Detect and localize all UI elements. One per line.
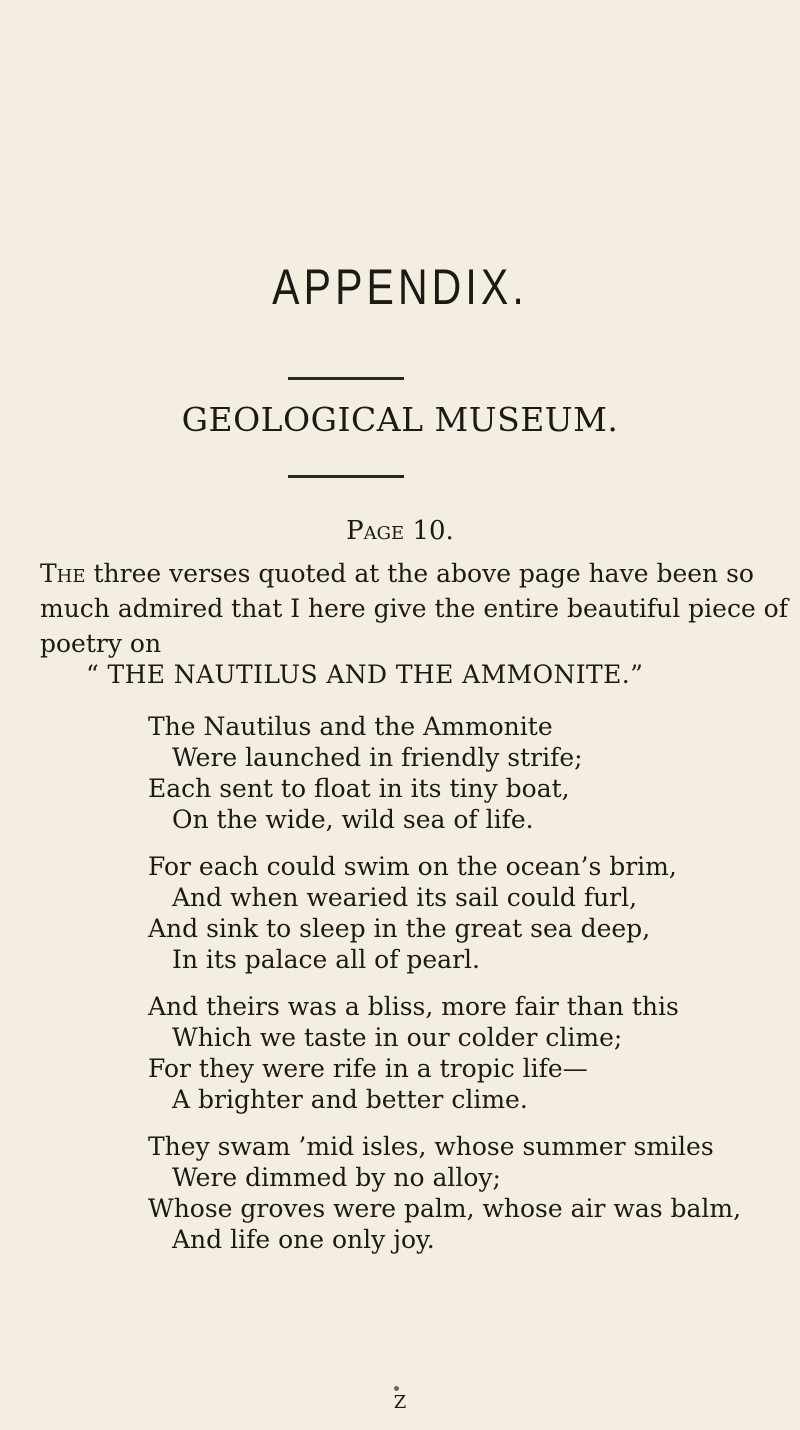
verse-line: And sink to sleep in the great sea deep,	[148, 914, 651, 943]
top-rule-divider	[288, 377, 404, 380]
verse-line: And when wearied its sail could furl,	[172, 883, 638, 912]
stanza	[148, 991, 768, 1115]
stanza	[148, 851, 768, 975]
page-reference-label-text: Page	[346, 516, 405, 546]
verse-line: Which we taste in our colder clime;	[172, 1023, 623, 1052]
poem-title: “ THE NAUTILUS AND THE AMMONITE.”	[86, 660, 644, 689]
verse-line: And theirs was a bliss, more fair than this	[148, 992, 679, 1021]
page-reference-label	[346, 516, 404, 546]
verse-line: Were launched in friendly strife;	[172, 743, 583, 772]
page-reference	[0, 518, 800, 544]
verse-line: For each could swim on the ocean’s brim,	[148, 852, 677, 881]
intro-line: much admired that I here give the entire beautiful piece of	[40, 594, 788, 623]
stanza	[148, 1131, 768, 1255]
verse-line: A brighter and better clime.	[172, 1085, 528, 1114]
stanza	[148, 711, 768, 835]
intro-first-word: The	[40, 559, 86, 588]
bottom-rule-divider	[288, 475, 404, 478]
printer-speck-ornament	[394, 1386, 399, 1391]
verse-line: Each sent to float in its tiny boat,	[148, 774, 570, 803]
verse-line: On the wide, wild sea of life.	[172, 805, 534, 834]
verse-line: And life one only joy.	[172, 1225, 435, 1254]
verse-line: They swam ’mid isles, whose summer smiles	[148, 1132, 714, 1161]
section-title: GEOLOGICAL MUSEUM.	[181, 400, 619, 439]
intro-line-1-rest: three verses quoted at the above page have been so	[93, 559, 754, 588]
verse-line: Whose groves were palm, whose air was balm,	[148, 1194, 742, 1223]
verse-line: In its palace all of pearl.	[172, 945, 480, 974]
verse-line: The Nautilus and the Ammonite	[148, 712, 553, 741]
verse-line: Were dimmed by no alloy;	[172, 1163, 501, 1192]
page-heading: APPENDIX.	[272, 259, 528, 315]
verse-line: For they were rife in a tropic life—	[148, 1054, 588, 1083]
signature-mark: Z	[393, 1392, 407, 1413]
intro-line: poetry on	[40, 629, 162, 658]
intro-line	[40, 556, 754, 591]
poem	[148, 711, 768, 1271]
page-reference-number: 10.	[412, 516, 454, 546]
intro-paragraph	[40, 556, 788, 661]
